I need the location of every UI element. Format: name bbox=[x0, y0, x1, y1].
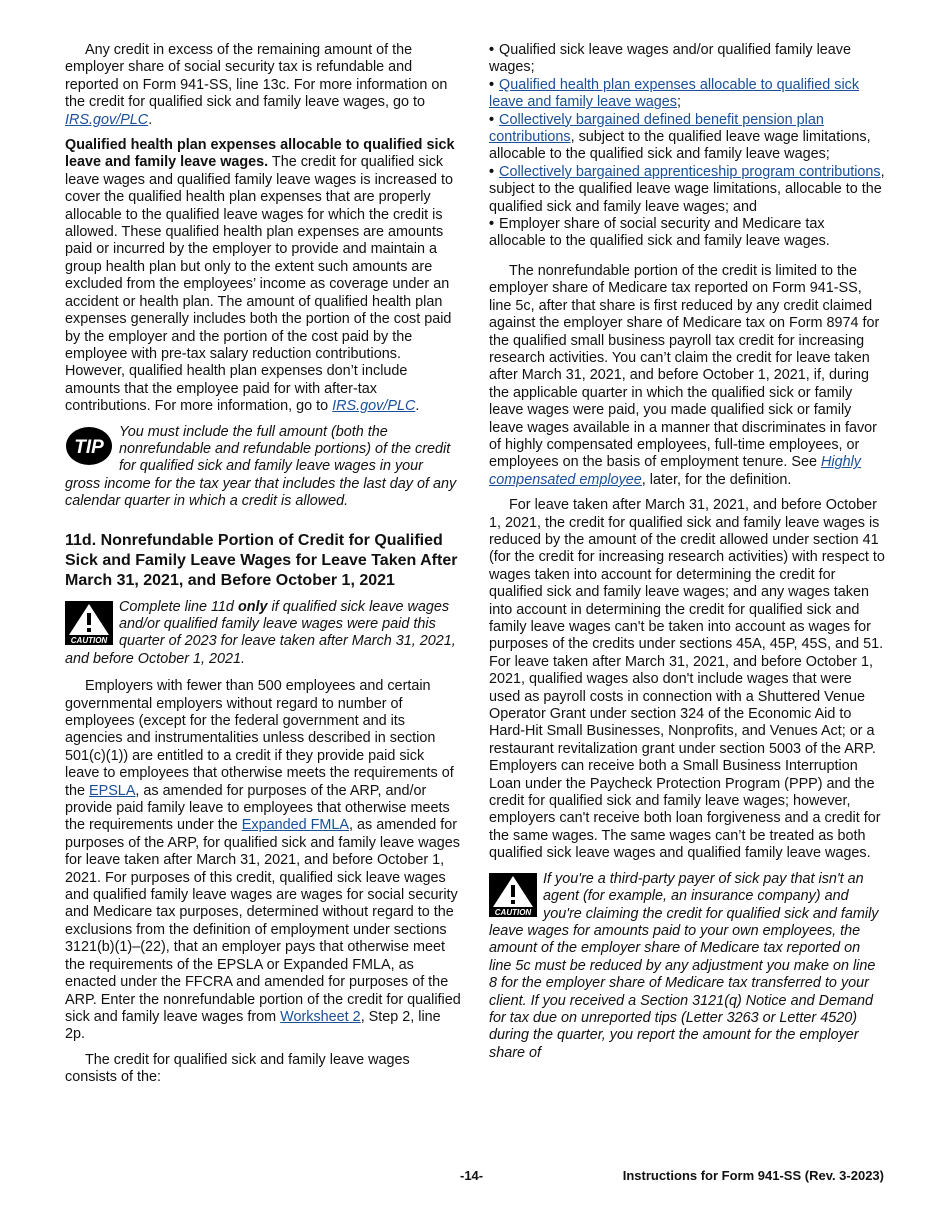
epsla-link[interactable]: EPSLA bbox=[89, 782, 136, 799]
text: Employer share of social security and Medicare tax allocable to the qualified sick and family leave wages. bbox=[489, 216, 830, 250]
tip-note bbox=[65, 424, 461, 511]
text: . bbox=[415, 398, 420, 415]
tip-icon bbox=[65, 426, 113, 471]
text: , subject to the qualified leave wage limitations, allocable to the qualified sick and family leave wages; bbox=[489, 129, 871, 163]
pension-plan-link[interactable]: Collectively bargained defined benefit pension plan contributions bbox=[489, 111, 824, 146]
bullet-icon: • bbox=[489, 216, 495, 233]
bullet-item bbox=[489, 164, 885, 216]
text: , as amended for purposes of the ARP, and/or provide paid family leave to employees that otherwise meets the requirements under the bbox=[65, 782, 450, 834]
paragraph-credit-consists: The credit for qualified sick and family leave wages consists of the: bbox=[65, 1051, 410, 1086]
tip-label: TIP bbox=[74, 436, 104, 458]
text: if qualified sick leave wages and/or qualified family leave wages were paid this quarter of 2023 for leave taken after March 31, 2021, and before October 1, 2021. bbox=[65, 598, 456, 667]
health-plan-heading: Qualified health plan expenses allocable to qualified sick leave and family leave wages. bbox=[65, 137, 455, 171]
bullet-item bbox=[489, 112, 885, 164]
irs-plc-link-2[interactable]: IRS.gov/PLC bbox=[332, 398, 416, 415]
text: . bbox=[148, 111, 153, 128]
worksheet-2-link[interactable]: Worksheet 2 bbox=[280, 1008, 361, 1025]
irs-plc-link[interactable]: IRS.gov/PLC bbox=[65, 111, 149, 128]
text: , subject to the qualified leave wage limitations, allocable to the qualified sick and family leave wages; and bbox=[489, 163, 885, 215]
bullet-icon: • bbox=[489, 76, 495, 93]
right-column bbox=[489, 42, 885, 1072]
caution-label: CAUTION bbox=[494, 907, 532, 917]
text: The credit for qualified sick leave wages and qualified family leave wages is increased to cover the qualified health plan expenses that are properly allocable to the qualified leave wages for which the credit is allowed. These qualified health plan expenses are amounts paid or incurred by the employer to provide and maintain a group health plan but only to the extent such amounts are excluded from the employees’ income as coverage under an accident or health plan. The amount of qualified health plan expenses generally includes both the portion of the cost paid by the employer and the portion of the cost paid by the employee with pre-tax salary reduction contributions. However, qualified health plan expenses don’t include amounts that the employee paid for with after-tax contributions. For more information, go to bbox=[65, 154, 453, 415]
text: Employers with fewer than 500 employees and certain governmental employers without regard to number of employees (except for the federal government and its agencies and instrumentalities unless described in section 501(c)(1)) are entitled to a credit if they provide paid sick leave to employees that otherwise meets the requirements of the bbox=[65, 678, 454, 799]
bullet-icon: • bbox=[489, 111, 495, 128]
text: , as amended for purposes of the ARP, for qualified sick and family leave wages for leave taken after March 31, 2021, and before October 1, 2021. For purposes of this credit, qualified sick leave wages and qualified family leave wages are wages for social security and Medicare tax purposes, determined without regard to the exclusions from the definition of employment under sections 3121(b)(1)–(22), that an employer pays that otherwise meet the requirements of the EPSLA or Expanded FMLA, as enacted under the FFCRA and amended for purposes of the ARP. Enter the nonrefundable portion of the credit for qualified sick and family leave wages from bbox=[65, 817, 461, 1025]
text: , later, for the definition. bbox=[641, 471, 792, 488]
expanded-fmla-link[interactable]: Expanded FMLA bbox=[241, 817, 349, 834]
caution-label: CAUTION bbox=[70, 635, 108, 645]
bullet-item bbox=[489, 216, 885, 251]
document-title: Instructions for Form 941-SS (Rev. 3-2023) bbox=[622, 1168, 884, 1183]
page-number: -14- bbox=[460, 1168, 484, 1183]
caution-icon bbox=[65, 601, 113, 650]
health-plan-expenses-link[interactable]: Qualified health plan expenses allocable to qualified sick leave and family leave wages bbox=[489, 76, 860, 111]
caution-note-2 bbox=[489, 871, 885, 1062]
caution-note-1 bbox=[65, 599, 461, 669]
text: Any credit in excess of the remaining amount of the employer share of social security tax is refundable and reported on Form 941-SS, line 13c. For more information on the credit for qualified sick and family leave wages, go to bbox=[65, 42, 448, 111]
text: The nonrefundable portion of the credit is limited to the employer share of Medicare tax reported on Form 941-SS, line 5c, after that share is first reduced by any credit claimed against the employer share of Medicare tax on Form 8974 for the qualified small business payroll tax credit for increasing research activities. You can’t claim the credit for leave taken after March 31, 2021, and before October 1, 2021, if, during the applicable quarter in which the qualified sick or family leave wages were paid, you made qualified sick or family leave wages available in a manner that discriminates in favor of highly compensated employees, full-time employees, or employees on the basis of employment tenure. See bbox=[489, 262, 880, 471]
paragraph-health-plan bbox=[65, 137, 461, 416]
bullet-icon: • bbox=[489, 42, 495, 58]
text: Complete line 11d bbox=[119, 598, 238, 615]
bullet-icon: • bbox=[489, 163, 495, 180]
tip-text: You must include the full amount (both the nonrefundable and refundable portions) of the credit for qualified sick and family leave wages in your gross income for the tax year that includes the last day of any calendar quarter in which a credit is allowed. bbox=[65, 423, 457, 510]
bullet-item bbox=[489, 77, 885, 112]
paragraph-nonrefundable bbox=[489, 263, 885, 489]
paragraph-employers bbox=[65, 678, 461, 1044]
paragraph-credit-excess bbox=[65, 42, 461, 129]
apprenticeship-link[interactable]: Collectively bargained apprenticeship program contributions bbox=[499, 163, 881, 180]
highly-compensated-link[interactable]: Highly compensated employee bbox=[489, 454, 861, 488]
bullet-item bbox=[489, 42, 885, 77]
caution-text: If you're a third-party payer of sick pay that isn't an agent (for example, an insurance company) and you're claiming the credit for qualified sick and family leave wages for amounts paid to your own employees, the amount of the employer share of Medicare tax reported on line 5c must be reduced by any adjustment you make on line 8 for the employer share of Medicare tax transferred to your client. If you received a Section 3121(q) Notice and Demand for tax due on unreported tips (Letter 3263 or Letter 4520) during the quarter, you report the amount for the employer share of bbox=[489, 870, 879, 1061]
left-column bbox=[65, 42, 461, 1095]
paragraph-leave-after: For leave taken after March 31, 2021, and before October 1, 2021, the credit for qualified sick and family leave wages is reduced by the amount of the credit allowed under section 41 (for the credit for increasing research activities) with respect to wages taken into account for determining the credit for qualified sick and family leave wages; and any wages taken into account in determining the credit for qualified sick and family leave wages can't be taken into account as wages for purposes of the credits under sections 45A, 45P, 45S, and 51. For leave taken after March 31, 2021, and before October 1, 2021, qualified wages also don't include wages that were used as payroll costs in connection with a Shuttered Venue Operator Grant under section 324 of the Economic Aid to Hard-Hit Small Businesses, Nonprofits, and Venues Act; or a restaurant revitalization grant under section 5003 of the ARP. Employers can receive both a Small Business Interruption Loan under the Paycheck Protection Program (PPP) and the credit for qualified sick and family leave wages; however, employers can't receive both loan forgiveness and a credit for the same wages. The same wages can’t be treated as both qualified sick leave wages and qualified family leave wages. bbox=[489, 497, 885, 862]
caution-icon bbox=[489, 873, 537, 922]
text: Qualified sick leave wages and/or qualified family leave wages; bbox=[489, 42, 852, 76]
text: only bbox=[237, 598, 268, 615]
text: , Step 2, line 2p. bbox=[65, 1008, 441, 1043]
section-heading-11d: 11d. Nonrefundable Portion of Credit for Qualified Sick and Family Leave Wages for Leave Taken After March 31, 2021, and Before October 1, 2021 bbox=[65, 531, 458, 589]
text: ; bbox=[677, 94, 681, 111]
